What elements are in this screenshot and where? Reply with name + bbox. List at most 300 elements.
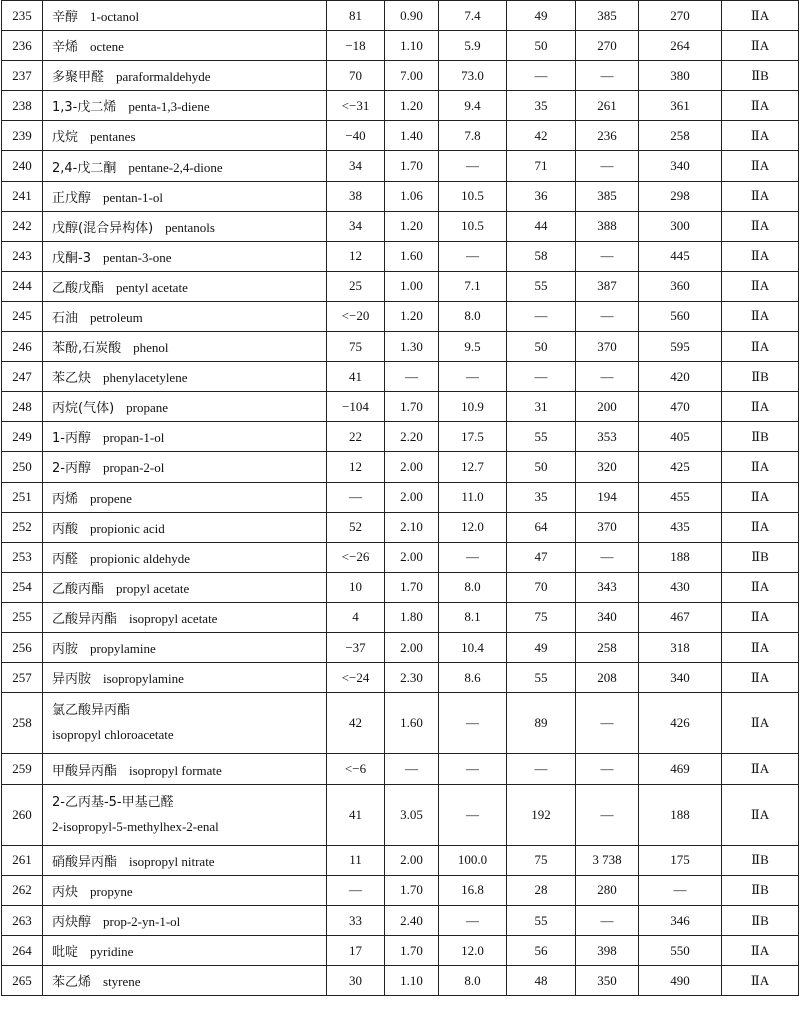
flash-point-cell: 30 <box>327 966 385 996</box>
chinese-name: 异丙胺 <box>52 672 92 688</box>
upper-limit-cell: 100.0 <box>439 845 507 875</box>
english-name: propene <box>90 490 132 506</box>
substance-name-cell <box>43 31 327 61</box>
ignition-temp-cell: 298 <box>639 181 722 211</box>
gas-group-cell: ⅡA <box>722 301 799 331</box>
lower-limit-cell: 2.10 <box>385 512 439 542</box>
chinese-name: 硝酸异丙酯 <box>52 854 118 870</box>
ignition-temp-cell: 346 <box>639 906 722 936</box>
value-cell-5: — <box>576 754 639 784</box>
english-name: petroleum <box>90 309 143 325</box>
english-name: pentan-3-one <box>102 249 172 265</box>
lower-limit-cell: 1.20 <box>385 91 439 121</box>
substance-name-cell <box>43 362 327 392</box>
flash-point-cell: 81 <box>327 1 385 31</box>
row-number-cell: 246 <box>2 332 43 362</box>
substance-name-cell <box>43 572 327 602</box>
ignition-temp-cell: 430 <box>639 572 722 602</box>
lower-limit-cell: 2.30 <box>385 663 439 693</box>
value-cell-4: 71 <box>507 151 576 181</box>
flash-point-cell: 10 <box>327 572 385 602</box>
value-cell-4: 55 <box>507 906 576 936</box>
value-cell-4: 70 <box>507 572 576 602</box>
value-cell-5: — <box>576 241 639 271</box>
table-row <box>2 241 799 271</box>
value-cell-4: 36 <box>507 181 576 211</box>
substance-name-cell <box>43 784 327 845</box>
row-number-cell: 253 <box>2 542 43 572</box>
flash-point-cell: <−31 <box>327 91 385 121</box>
chinese-name: 乙酸异丙酯 <box>52 611 118 627</box>
table-row <box>2 602 799 632</box>
upper-limit-cell: 10.9 <box>439 392 507 422</box>
value-cell-5: 200 <box>576 392 639 422</box>
lower-limit-cell: 1.00 <box>385 271 439 301</box>
flash-point-cell: 34 <box>327 151 385 181</box>
value-cell-4: 64 <box>507 512 576 542</box>
table-row <box>2 966 799 996</box>
substance-name-cell <box>43 61 327 91</box>
upper-limit-cell: 9.5 <box>439 332 507 362</box>
gas-group-cell: ⅡA <box>722 936 799 966</box>
value-cell-4: 35 <box>507 91 576 121</box>
english-name: propan-1-ol <box>102 430 165 446</box>
substance-name-cell <box>43 906 327 936</box>
value-cell-5: 388 <box>576 211 639 241</box>
upper-limit-cell: 9.4 <box>439 91 507 121</box>
substance-name-cell <box>43 754 327 784</box>
gas-group-cell: ⅡA <box>722 332 799 362</box>
table-row <box>2 754 799 784</box>
row-number-cell: 264 <box>2 936 43 966</box>
value-cell-4: 48 <box>507 966 576 996</box>
value-cell-5: 370 <box>576 512 639 542</box>
substance-name-cell <box>43 181 327 211</box>
value-cell-5: 236 <box>576 121 639 151</box>
value-cell-5: 370 <box>576 332 639 362</box>
english-name: pentanes <box>90 129 136 145</box>
ignition-temp-cell: 435 <box>639 512 722 542</box>
ignition-temp-cell: 340 <box>639 663 722 693</box>
gas-group-cell: ⅡA <box>722 181 799 211</box>
ignition-temp-cell: 188 <box>639 784 722 845</box>
ignition-temp-cell: 467 <box>639 602 722 632</box>
english-name: propyl acetate <box>116 580 190 596</box>
upper-limit-cell: 12.0 <box>439 936 507 966</box>
table-row <box>2 452 799 482</box>
row-number-cell: 263 <box>2 906 43 936</box>
english-name: phenol <box>133 340 169 356</box>
gas-group-cell: ⅡB <box>722 362 799 392</box>
value-cell-5: — <box>576 301 639 331</box>
row-number-cell: 261 <box>2 845 43 875</box>
ignition-temp-cell: 445 <box>639 241 722 271</box>
upper-limit-cell: — <box>439 693 507 754</box>
row-number-cell: 262 <box>2 875 43 905</box>
table-row <box>2 211 799 241</box>
lower-limit-cell: 1.30 <box>385 332 439 362</box>
upper-limit-cell: — <box>439 784 507 845</box>
flash-point-cell: 41 <box>327 784 385 845</box>
substance-name-cell <box>43 1 327 31</box>
value-cell-5: 280 <box>576 875 639 905</box>
table-row <box>2 542 799 572</box>
flash-point-cell: −40 <box>327 121 385 151</box>
flash-point-cell: 75 <box>327 332 385 362</box>
row-number-cell: 240 <box>2 151 43 181</box>
value-cell-5: 340 <box>576 602 639 632</box>
english-name: pentanols <box>165 219 215 235</box>
value-cell-4: 49 <box>507 1 576 31</box>
ignition-temp-cell: 560 <box>639 301 722 331</box>
chinese-name: 苯乙烯 <box>52 975 92 991</box>
ignition-temp-cell: 470 <box>639 392 722 422</box>
gas-group-cell: ⅡA <box>722 754 799 784</box>
flash-point-cell: 25 <box>327 271 385 301</box>
flash-point-cell: <−24 <box>327 663 385 693</box>
english-name: isopropyl nitrate <box>129 853 215 869</box>
flash-point-cell: 12 <box>327 452 385 482</box>
substance-name-cell <box>43 936 327 966</box>
flash-point-cell: — <box>327 875 385 905</box>
flash-point-cell: 52 <box>327 512 385 542</box>
gas-group-cell: ⅡA <box>722 31 799 61</box>
table-row <box>2 61 799 91</box>
gas-group-cell: ⅡB <box>722 422 799 452</box>
ignition-temp-cell: 258 <box>639 121 722 151</box>
table-row <box>2 121 799 151</box>
row-number-cell: 242 <box>2 211 43 241</box>
value-cell-4: 35 <box>507 482 576 512</box>
english-name: isopropyl chloroacetate <box>52 727 174 743</box>
lower-limit-cell: — <box>385 754 439 784</box>
substance-name-cell <box>43 663 327 693</box>
upper-limit-cell: 8.6 <box>439 663 507 693</box>
substance-name-cell <box>43 271 327 301</box>
flash-point-cell: <−6 <box>327 754 385 784</box>
chinese-name: 丙烷(气体) <box>52 401 115 417</box>
value-cell-4: 75 <box>507 845 576 875</box>
substance-name-cell <box>43 845 327 875</box>
upper-limit-cell: 10.5 <box>439 181 507 211</box>
english-name: pentan-1-ol <box>103 189 163 205</box>
ignition-temp-cell: 318 <box>639 632 722 662</box>
lower-limit-cell: 1.06 <box>385 181 439 211</box>
value-cell-4: 50 <box>507 31 576 61</box>
value-cell-4: 47 <box>507 542 576 572</box>
table-row <box>2 362 799 392</box>
chinese-name: 2-丙醇 <box>52 461 91 477</box>
upper-limit-cell: 10.5 <box>439 211 507 241</box>
lower-limit-cell: — <box>385 362 439 392</box>
flash-point-cell: <−26 <box>327 542 385 572</box>
value-cell-5: — <box>576 151 639 181</box>
value-cell-5: 385 <box>576 1 639 31</box>
gas-group-cell: ⅡA <box>722 784 799 845</box>
substance-name-cell <box>43 452 327 482</box>
upper-limit-cell: 5.9 <box>439 31 507 61</box>
flash-point-cell: 41 <box>327 362 385 392</box>
flash-point-cell: 34 <box>327 211 385 241</box>
lower-limit-cell: 1.80 <box>385 602 439 632</box>
gas-group-cell: ⅡA <box>722 121 799 151</box>
upper-limit-cell: — <box>439 906 507 936</box>
table-row <box>2 392 799 422</box>
chinese-name: 2,4-戊二酮 <box>52 160 117 176</box>
row-number-cell: 245 <box>2 301 43 331</box>
gas-group-cell: ⅡA <box>722 482 799 512</box>
substance-name-cell <box>43 241 327 271</box>
value-cell-5: 353 <box>576 422 639 452</box>
upper-limit-cell: — <box>439 362 507 392</box>
gas-group-cell: ⅡA <box>722 241 799 271</box>
chinese-name: 正戊醇 <box>52 190 92 206</box>
lower-limit-cell: 1.70 <box>385 392 439 422</box>
table-row <box>2 482 799 512</box>
lower-limit-cell: 2.00 <box>385 482 439 512</box>
table-row <box>2 936 799 966</box>
value-cell-4: 55 <box>507 663 576 693</box>
flash-point-cell: −104 <box>327 392 385 422</box>
lower-limit-cell: 1.70 <box>385 875 439 905</box>
flash-point-cell: 38 <box>327 181 385 211</box>
flash-point-cell: −18 <box>327 31 385 61</box>
table-row <box>2 663 799 693</box>
upper-limit-cell: — <box>439 151 507 181</box>
english-name: propane <box>126 400 169 416</box>
upper-limit-cell: 8.0 <box>439 966 507 996</box>
row-number-cell: 251 <box>2 482 43 512</box>
substance-name-cell <box>43 512 327 542</box>
row-number-cell: 260 <box>2 784 43 845</box>
value-cell-5: 258 <box>576 632 639 662</box>
value-cell-5: 3 738 <box>576 845 639 875</box>
lower-limit-cell: 1.20 <box>385 211 439 241</box>
ignition-temp-cell: 426 <box>639 693 722 754</box>
row-number-cell: 235 <box>2 1 43 31</box>
english-name: prop-2-yn-1-ol <box>103 914 181 930</box>
english-name: pentane-2,4-dione <box>128 159 223 175</box>
lower-limit-cell: 1.70 <box>385 151 439 181</box>
chinese-name: 戊醇(混合异构体) <box>52 220 154 236</box>
upper-limit-cell: 12.0 <box>439 512 507 542</box>
flash-point-cell: 33 <box>327 906 385 936</box>
lower-limit-cell: 1.20 <box>385 301 439 331</box>
row-number-cell: 250 <box>2 452 43 482</box>
english-name: 2-isopropyl-5-methylhex-2-enal <box>52 818 219 834</box>
gas-group-cell: ⅡB <box>722 61 799 91</box>
gas-group-cell: ⅡA <box>722 151 799 181</box>
lower-limit-cell: 1.10 <box>385 31 439 61</box>
english-name: pentyl acetate <box>116 279 188 295</box>
upper-limit-cell: 11.0 <box>439 482 507 512</box>
english-name: phenylacetylene <box>103 370 188 386</box>
upper-limit-cell: 17.5 <box>439 422 507 452</box>
chinese-name: 甲酸异丙酯 <box>52 763 118 779</box>
substance-name-cell <box>43 482 327 512</box>
upper-limit-cell: — <box>439 241 507 271</box>
row-number-cell: 252 <box>2 512 43 542</box>
table-row <box>2 91 799 121</box>
substance-name-cell <box>43 151 327 181</box>
chinese-name: 戊烷 <box>52 130 79 146</box>
table-row <box>2 181 799 211</box>
chinese-name: 氯乙酸异丙酯 <box>52 703 131 719</box>
table-row <box>2 512 799 542</box>
upper-limit-cell: 12.7 <box>439 452 507 482</box>
substance-name-cell <box>43 422 327 452</box>
gas-group-cell: ⅡA <box>722 1 799 31</box>
upper-limit-cell: 7.1 <box>439 271 507 301</box>
gas-group-cell: ⅡA <box>722 211 799 241</box>
value-cell-5: — <box>576 542 639 572</box>
flash-point-cell: −37 <box>327 632 385 662</box>
value-cell-5: — <box>576 784 639 845</box>
table-row <box>2 271 799 301</box>
value-cell-4: 55 <box>507 422 576 452</box>
gas-group-cell: ⅡA <box>722 91 799 121</box>
upper-limit-cell: — <box>439 542 507 572</box>
value-cell-5: 194 <box>576 482 639 512</box>
lower-limit-cell: 2.00 <box>385 632 439 662</box>
table-row <box>2 31 799 61</box>
ignition-temp-cell: 361 <box>639 91 722 121</box>
ignition-temp-cell: 420 <box>639 362 722 392</box>
ignition-temp-cell: 595 <box>639 332 722 362</box>
chinese-name: 乙酸戊酯 <box>52 280 105 296</box>
row-number-cell: 257 <box>2 663 43 693</box>
gas-group-cell: ⅡA <box>722 966 799 996</box>
english-name: propionic acid <box>90 520 165 536</box>
gas-group-cell: ⅡA <box>722 452 799 482</box>
chinese-name: 丙胺 <box>52 642 79 658</box>
value-cell-5: 320 <box>576 452 639 482</box>
row-number-cell: 256 <box>2 632 43 662</box>
ignition-temp-cell: 380 <box>639 61 722 91</box>
substance-name-cell <box>43 121 327 151</box>
flash-point-cell: 11 <box>327 845 385 875</box>
english-name: isopropyl acetate <box>129 610 218 626</box>
lower-limit-cell: 0.90 <box>385 1 439 31</box>
row-number-cell: 254 <box>2 572 43 602</box>
english-name: octene <box>90 39 124 55</box>
gas-group-cell: ⅡB <box>722 875 799 905</box>
table-body <box>2 1 799 996</box>
english-name: paraformaldehyde <box>116 69 211 85</box>
gas-group-cell: ⅡA <box>722 602 799 632</box>
lower-limit-cell: 2.40 <box>385 906 439 936</box>
lower-limit-cell: 1.60 <box>385 693 439 754</box>
row-number-cell: 249 <box>2 422 43 452</box>
row-number-cell: 255 <box>2 602 43 632</box>
ignition-temp-cell: 360 <box>639 271 722 301</box>
value-cell-4: — <box>507 362 576 392</box>
english-name: styrene <box>103 974 141 990</box>
flash-point-cell: 22 <box>327 422 385 452</box>
lower-limit-cell: 2.20 <box>385 422 439 452</box>
substance-name-cell <box>43 301 327 331</box>
chinese-name: 丙烯 <box>52 491 79 507</box>
table-row <box>2 845 799 875</box>
gas-group-cell: ⅡA <box>722 693 799 754</box>
chinese-name: 吡啶 <box>52 945 79 961</box>
lower-limit-cell: 1.10 <box>385 966 439 996</box>
gas-group-cell: ⅡA <box>722 512 799 542</box>
flash-point-cell: 70 <box>327 61 385 91</box>
value-cell-5: 398 <box>576 936 639 966</box>
value-cell-5: 387 <box>576 271 639 301</box>
ignition-temp-cell: 270 <box>639 1 722 31</box>
ignition-temp-cell: 469 <box>639 754 722 784</box>
english-name: 1-octanol <box>90 9 140 25</box>
upper-limit-cell: 8.0 <box>439 572 507 602</box>
english-name: pyridine <box>90 944 134 960</box>
table-row <box>2 151 799 181</box>
ignition-temp-cell: 425 <box>639 452 722 482</box>
substance-name-cell <box>43 332 327 362</box>
substance-name-cell <box>43 392 327 422</box>
value-cell-4: 28 <box>507 875 576 905</box>
row-number-cell: 247 <box>2 362 43 392</box>
ignition-temp-cell: 405 <box>639 422 722 452</box>
row-number-cell: 238 <box>2 91 43 121</box>
chinese-name: 2-乙丙基-5-甲基己醛 <box>52 794 174 810</box>
upper-limit-cell: 73.0 <box>439 61 507 91</box>
value-cell-5: 343 <box>576 572 639 602</box>
gas-group-cell: ⅡB <box>722 542 799 572</box>
chinese-name: 戊酮-3 <box>52 250 91 266</box>
value-cell-5: 350 <box>576 966 639 996</box>
chinese-name: 苯酚,石炭酸 <box>52 341 122 357</box>
table-row <box>2 332 799 362</box>
chinese-name: 1-丙醇 <box>52 431 91 447</box>
row-number-cell: 265 <box>2 966 43 996</box>
upper-limit-cell: 7.8 <box>439 121 507 151</box>
table-row <box>2 693 799 754</box>
lower-limit-cell: 1.40 <box>385 121 439 151</box>
value-cell-4: 42 <box>507 121 576 151</box>
row-number-cell: 248 <box>2 392 43 422</box>
row-number-cell: 239 <box>2 121 43 151</box>
english-name: penta-1,3-diene <box>128 99 210 115</box>
lower-limit-cell: 1.70 <box>385 572 439 602</box>
value-cell-4: 89 <box>507 693 576 754</box>
ignition-temp-cell: 264 <box>639 31 722 61</box>
substance-name-cell <box>43 966 327 996</box>
substance-name-cell <box>43 875 327 905</box>
gas-group-cell: ⅡA <box>722 271 799 301</box>
value-cell-5: — <box>576 362 639 392</box>
value-cell-5: 261 <box>576 91 639 121</box>
chinese-name: 苯乙炔 <box>52 371 92 387</box>
value-cell-5: — <box>576 61 639 91</box>
substance-name-cell <box>43 91 327 121</box>
ignition-temp-cell: 300 <box>639 211 722 241</box>
table-row <box>2 906 799 936</box>
substance-table <box>1 0 799 996</box>
row-number-cell: 258 <box>2 693 43 754</box>
chinese-name: 石油 <box>52 310 79 326</box>
lower-limit-cell: 2.00 <box>385 845 439 875</box>
value-cell-4: 75 <box>507 602 576 632</box>
table-row <box>2 1 799 31</box>
english-name: isopropyl formate <box>129 762 222 778</box>
value-cell-4: 56 <box>507 936 576 966</box>
chinese-name: 辛醇 <box>52 10 79 26</box>
english-name: propionic aldehyde <box>90 550 191 566</box>
lower-limit-cell: 1.70 <box>385 936 439 966</box>
value-cell-5: 270 <box>576 31 639 61</box>
